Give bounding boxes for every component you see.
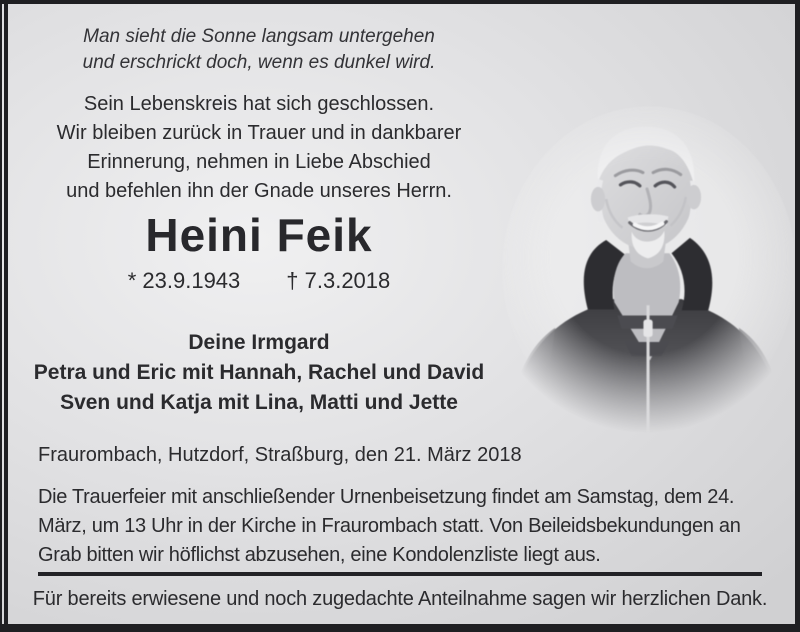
frame-border-bottom xyxy=(0,624,800,632)
mourners-list xyxy=(30,328,488,418)
mourner-line: Deine Irmgard xyxy=(188,331,330,354)
opening-quote xyxy=(30,24,488,76)
portrait-photo-graphic xyxy=(498,100,794,434)
funeral-information: Die Trauerfeier mit anschließender Urnenbeisetzung findet am Samstag, dem 24. März, um 13 Uhr in der Kirche in Fraurombach statt. Von Beileidsbekundungen an Grab bitten wir höflichst abzusehen, eine Kondolenzliste liegt aus. xyxy=(38,486,741,566)
intro-line: und befehlen ihn der Gnade unseres Herrn. xyxy=(66,180,452,202)
intro-line: Wir bleiben zurück in Trauer und in dankbarer xyxy=(56,122,462,144)
frame-border-top xyxy=(0,0,800,4)
death-date: † 7.3.2018 xyxy=(286,268,391,293)
frame-border-right xyxy=(795,0,800,632)
frame-border-left-inner xyxy=(4,0,8,632)
deceased-name: Heini Feik xyxy=(145,209,373,261)
intro-text xyxy=(30,90,488,206)
portrait-photo xyxy=(498,100,794,434)
mourner-line: Petra und Eric mit Hannah, Rachel und David xyxy=(33,361,485,384)
quote-line: und erschrickt doch, wenn es dunkel wird. xyxy=(82,52,436,73)
intro-line: Erinnerung, nehmen in Liebe Abschied xyxy=(87,151,431,173)
thanks-line: Für bereits erwiesene und noch zugedachte Anteilnahme sagen wir herzlichen Dank. xyxy=(32,588,768,610)
place-dateline: Fraurombach, Hutzdorf, Straßburg, den 21. März 2018 xyxy=(38,444,522,466)
birth-date: * 23.9.1943 xyxy=(127,268,241,293)
intro-line: Sein Lebenskreis hat sich geschlossen. xyxy=(83,93,435,115)
mourner-line: Sven und Katja mit Lina, Matti und Jette xyxy=(60,391,458,414)
quote-line: Man sieht die Sonne langsam untergehen xyxy=(83,26,435,47)
life-dates xyxy=(30,268,488,294)
divider-rule xyxy=(38,572,762,576)
frame-border-left-outer xyxy=(0,0,2,632)
